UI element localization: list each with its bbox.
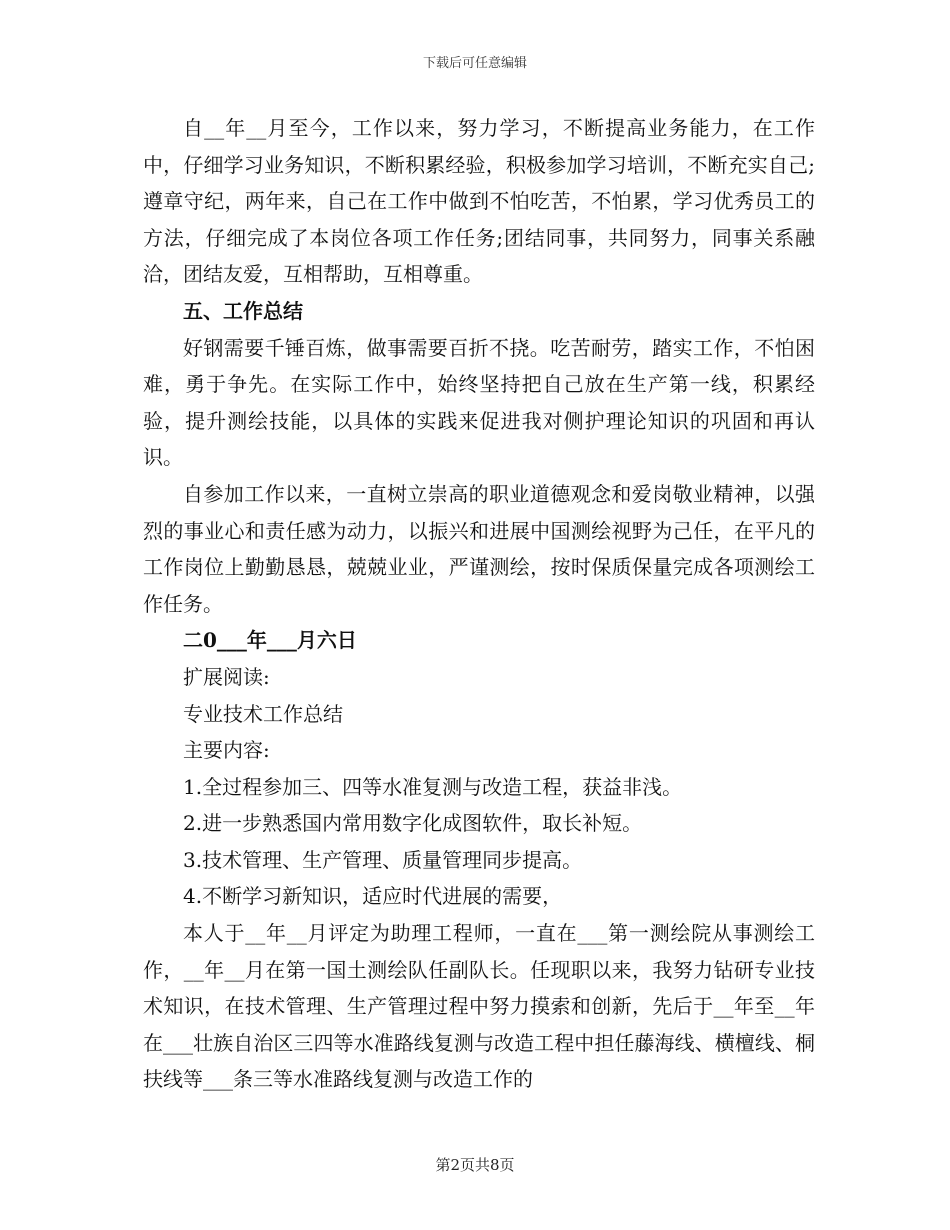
page-header: 下载后可任意编辑 bbox=[422, 56, 527, 71]
page-footer: 第2页共8页 bbox=[435, 1156, 515, 1174]
list-item: 4.不断学习新知识，适应时代进展的需要， bbox=[183, 884, 563, 909]
sub-title: 专业技术工作总结 bbox=[183, 701, 343, 726]
list-item: 1.全过程参加三、四等水准复测与改造工程，获益非浅。 bbox=[183, 774, 683, 799]
paragraph-self-study: 自__年__月至今，工作以来，努力学习，不断提高业务能力，在工作中，仔细学习业务知识，不断积累经验，积极参加学习培训，不断充实自己;遵章守纪，两年来，自己在工作中做到不怕吃苦，不怕累，学习优秀员工的方法，仔细完成了本岗位各项工作任务;团结同事，共同努力，同事关系融洽，团结友爱，互相帮助，互相尊重。 bbox=[143, 116, 815, 287]
main-content-label: 主要内容: bbox=[183, 738, 270, 763]
list-item: 2.进一步熟悉国内常用数字化成图软件，取长补短。 bbox=[183, 811, 643, 836]
section-heading-work-summary: 五、工作总结 bbox=[183, 298, 303, 323]
list-item: 3.技术管理、生产管理、质量管理同步提高。 bbox=[183, 847, 583, 872]
paragraph-career-history: 本人于__年__月评定为助理工程师，一直在___第一测绘院从事测绘工作，__年__月在第一国土测绘队任副队长。任现职以来，我努力钻研专业技术知识，在技术管理、生产管理过程中努力摸索和创新，先后于__年至__年在___壮族自治区三四等水准路线复测与改造工程中担任藤海线、横檀线、桐扶线等___条三等水准路线复测与改造工作的 bbox=[143, 921, 815, 1092]
date-line: 二0___年___月六日 bbox=[183, 628, 357, 653]
document-body bbox=[143, 110, 815, 1098]
paragraph-professional-ethics: 自参加工作以来，一直树立崇高的职业道德观念和爱岗敬业精神，以强烈的事业心和责任感为动力，以振兴和进展中国测绘视野为己任，在平凡的工作岗位上勤勤恳恳，兢兢业业，严谨测绘，按时保质保量完成各项测绘工作任务。 bbox=[143, 481, 815, 616]
paragraph-hard-work: 好钢需要千锤百炼，做事需要百折不挠。吃苦耐劳，踏实工作，不怕困难，勇于争先。在实际工作中，始终坚持把自己放在生产第一线，积累经验，提升测绘技能，以具体的实践来促进我对侧护理论知识的巩固和再认识。 bbox=[143, 335, 815, 470]
extended-reading-label: 扩展阅读: bbox=[183, 664, 270, 689]
